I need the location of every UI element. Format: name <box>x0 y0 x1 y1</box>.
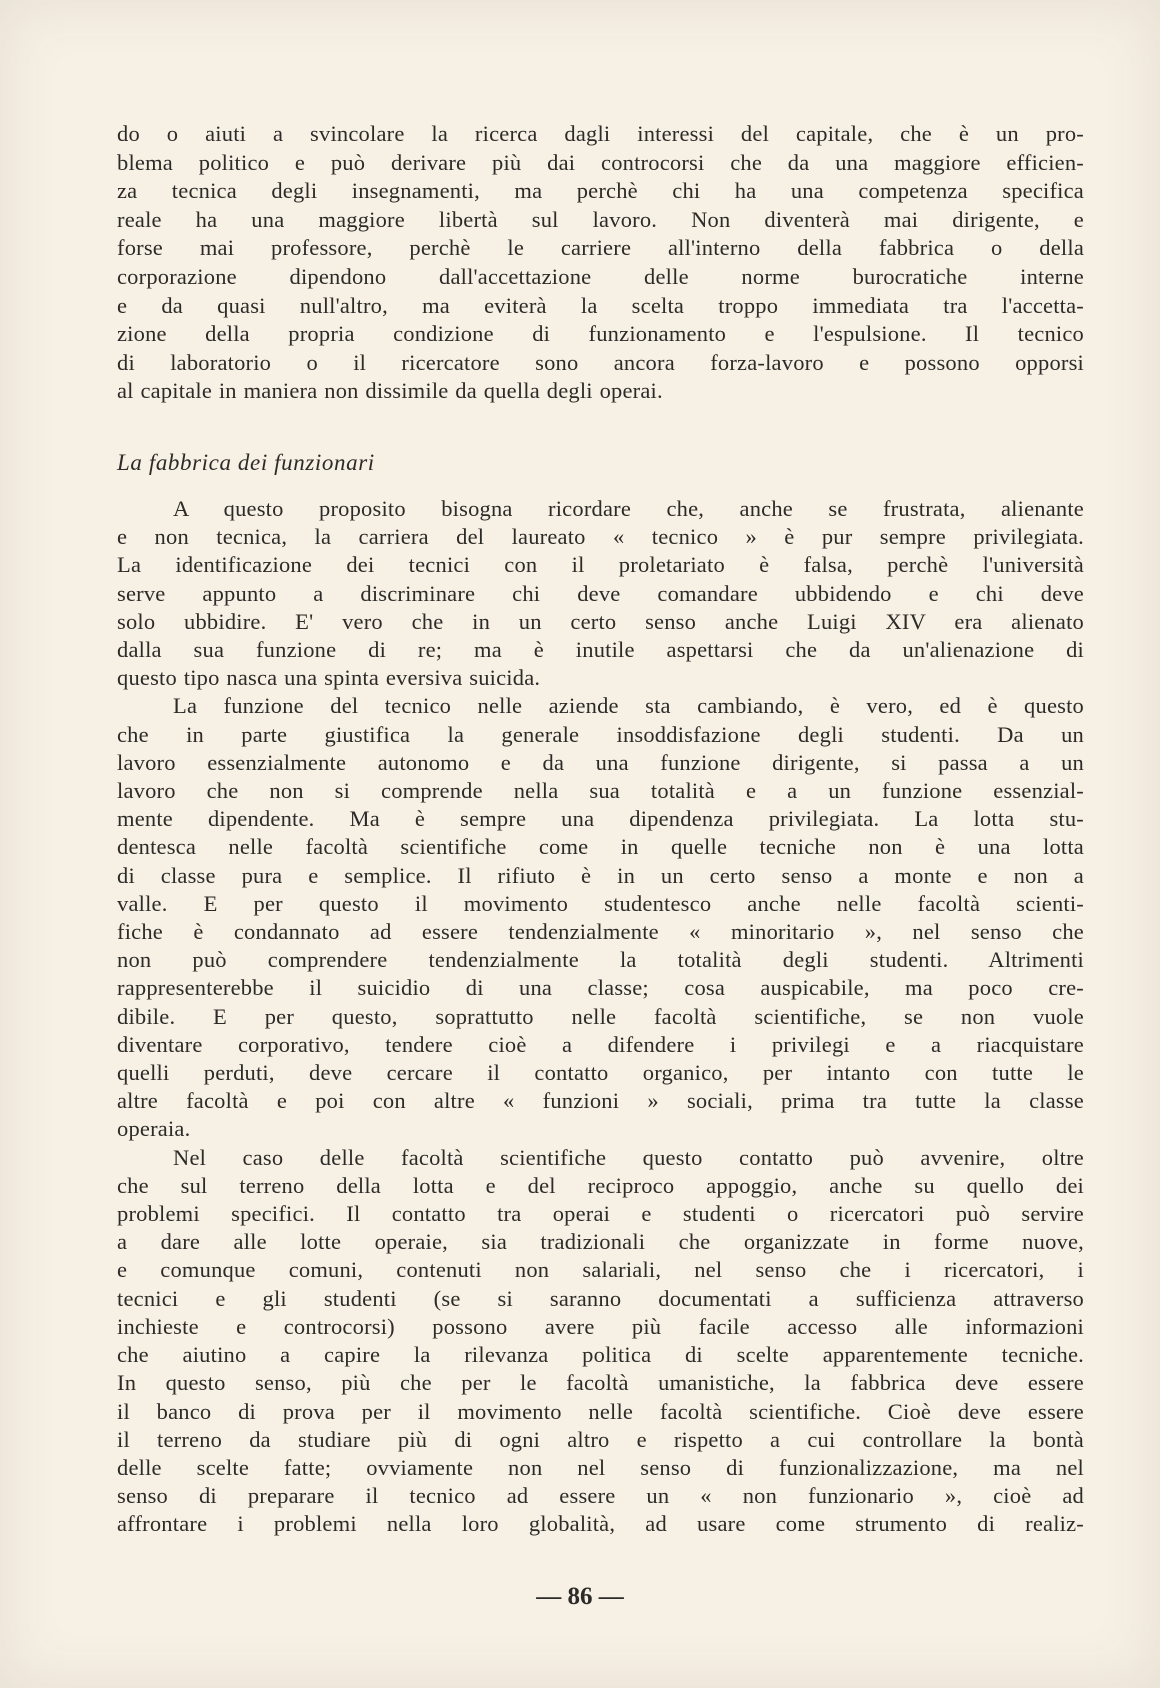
text-line: inchieste e controcorsi) possono avere più facile accesso alle informazioni <box>117 1313 1084 1339</box>
text-line: e non tecnica, la carriera del laureato « tecnico » è pur sempre privilegiata. <box>117 524 1084 550</box>
intro-paragraph <box>117 120 1084 406</box>
text-line: tecnici e gli studenti (se si saranno documentati a sufficienza attraverso <box>117 1285 1084 1311</box>
text-line: reale ha una maggiore libertà sul lavoro. Non diventerà mai dirigente, e <box>117 206 1084 232</box>
text-line: quelli perduti, deve cercare il contatto organico, per intanto con tutte le <box>117 1060 1084 1086</box>
text-line: al capitale in maniera non dissimile da quella degli operai. <box>117 378 663 404</box>
text-line: fiche è condannato ad essere tendenzialmente « minoritario », nel senso che <box>117 919 1084 945</box>
section-heading: La fabbrica dei funzionari <box>117 450 375 475</box>
text-line: lavoro che non si comprende nella sua totalità e a un funzione essenzial- <box>117 778 1084 804</box>
text-line: solo ubbidire. E' vero che in un certo senso anche Luigi XIV era alienato <box>117 608 1084 634</box>
text-line: La identificazione dei tecnici con il proletariato è falsa, perchè l'università <box>117 552 1084 578</box>
text-line: che in parte giustifica la generale insoddisfazione degli studenti. Da un <box>117 721 1084 747</box>
text-line: forse mai professore, perchè le carriere all'interno della fabbrica o della <box>117 235 1084 261</box>
text-line: di laboratorio o il ricercatore sono ancora forza-lavoro e possono opporsi <box>117 349 1084 375</box>
text-line: operaia. <box>117 1116 191 1142</box>
text-line: senso di preparare il tecnico ad essere un « non funzionario », cioè ad <box>117 1483 1084 1509</box>
text-line: Nel caso delle facoltà scientifiche questo contatto può avvenire, oltre <box>173 1144 1084 1170</box>
text-line: mente dipendente. Ma è sempre una dipendenza privilegiata. La lotta stu- <box>117 806 1084 832</box>
text-line: In questo senso, più che per le facoltà umanistiche, la fabbrica deve essere <box>117 1370 1084 1396</box>
text-line: za tecnica degli insegnamenti, ma perchè chi ha una competenza specifica <box>117 178 1084 204</box>
body-text <box>117 495 1084 1539</box>
text-line: diventare corporativo, tendere cioè a difendere i privilegi e a riacquistare <box>117 1031 1084 1057</box>
text-line: valle. E per questo il movimento studentesco anche nelle facoltà scienti- <box>117 890 1084 916</box>
text-line: dentesca nelle facoltà scientifiche come in quelle tecniche non è una lotta <box>117 834 1084 860</box>
text-line: il banco di prova per il movimento nelle facoltà scientifiche. Cioè deve essere <box>117 1398 1084 1424</box>
text-line: che aiutino a capire la rilevanza politica di scelte apparentemente tecniche. <box>117 1342 1084 1368</box>
text-line: e comunque comuni, contenuti non salariali, nel senso che i ricercatori, i <box>117 1257 1084 1283</box>
text-line: dibile. E per questo, soprattutto nelle facoltà scientifiche, se non vuole <box>117 1003 1084 1029</box>
text-line: a dare alle lotte operaie, sia tradizionali che organizzate in forme nuove, <box>117 1229 1084 1255</box>
text-line: zione della propria condizione di funzionamento e l'espulsione. Il tecnico <box>117 321 1084 347</box>
text-line: e da quasi null'altro, ma eviterà la scelta troppo immediata tra l'accetta- <box>117 292 1084 318</box>
text-line: do o aiuti a svincolare la ricerca dagli interessi del capitale, che è un pro- <box>117 121 1084 146</box>
text-line: blema politico e può derivare più dai controcorsi che da una maggiore efficien- <box>117 149 1084 175</box>
text-line: A questo proposito bisogna ricordare che, anche se frustrata, alienante <box>173 496 1084 521</box>
text-line: La funzione del tecnico nelle aziende sta cambiando, è vero, ed è questo <box>173 693 1084 719</box>
text-line: di classe pura e semplice. Il rifiuto è in un certo senso a monte e non a <box>117 862 1084 888</box>
text-line: dalla sua funzione di re; ma è inutile aspettarsi che da un'alienazione di <box>117 637 1084 663</box>
text-line: questo tipo nasca una spinta eversiva suicida. <box>117 665 541 691</box>
text-line: delle scelte fatte; ovviamente non nel senso di funzionalizzazione, ma nel <box>117 1454 1084 1480</box>
text-line: altre facoltà e poi con altre « funzioni » sociali, prima tra tutte la classe <box>117 1088 1084 1114</box>
text-line: affrontare i problemi nella loro globalità, ad usare come strumento di realiz- <box>117 1511 1084 1537</box>
text-line: corporazione dipendono dall'accettazione delle norme burocratiche interne <box>117 263 1084 289</box>
text-line: non può comprendere tendenzialmente la totalità degli studenti. Altrimenti <box>117 947 1084 973</box>
text-line: lavoro essenzialmente autonomo e da una funzione dirigente, si passa a un <box>117 749 1084 775</box>
text-line: che sul terreno della lotta e del reciproco appoggio, anche su quello dei <box>117 1172 1084 1198</box>
text-line: rappresenterebbe il suicidio di una classe; cosa auspicabile, ma poco cre- <box>117 975 1084 1001</box>
text-line: il terreno da studiare più di ogni altro e rispetto a cui controllare la bontà <box>117 1426 1084 1452</box>
page-number: — 86 — <box>536 1583 624 1610</box>
text-line: serve appunto a discriminare chi deve comandare ubbidendo e chi deve <box>117 580 1084 606</box>
text-line: problemi specifici. Il contatto tra operai e studenti o ricercatori può servire <box>117 1201 1084 1227</box>
